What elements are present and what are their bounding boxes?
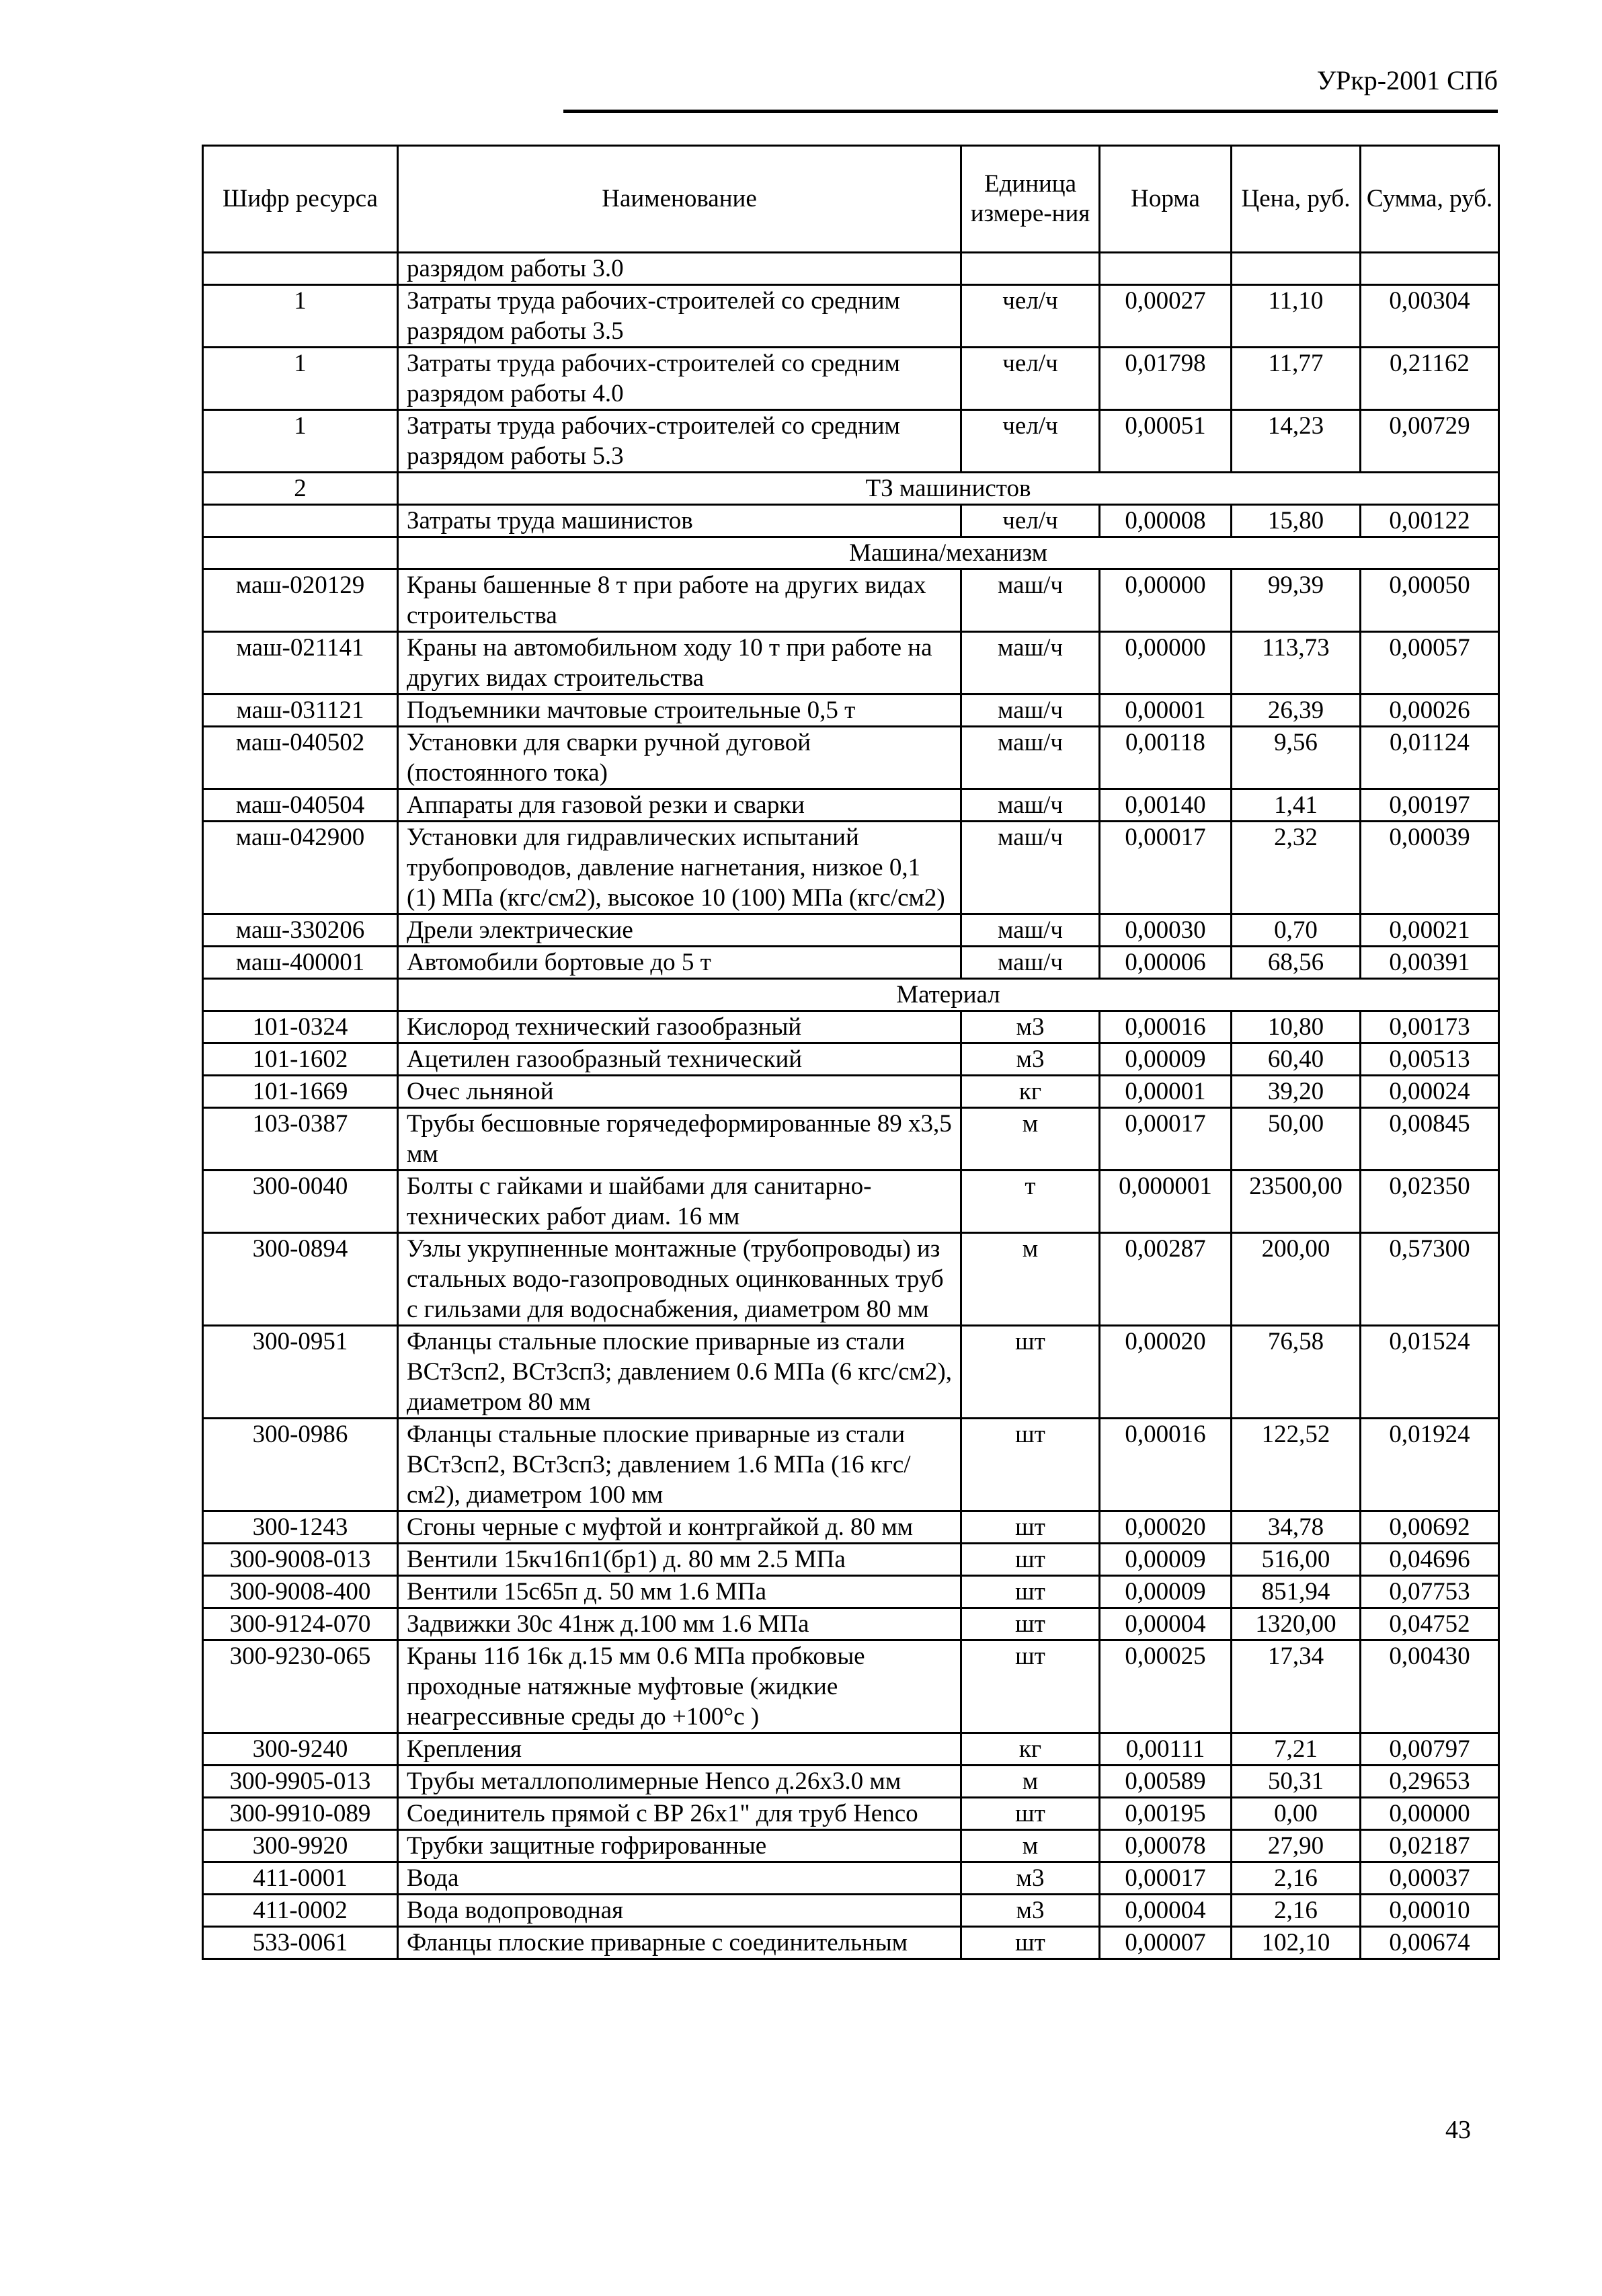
cell-norm: 0,00004 xyxy=(1100,1608,1232,1640)
cell-name: Фланцы плоские приварные с соединительным xyxy=(398,1927,961,1959)
cell-name: Дрели электрические xyxy=(398,914,961,947)
cell-unit: маш/ч xyxy=(961,569,1100,632)
cell-price: 113,73 xyxy=(1232,632,1361,695)
cell-unit: шт xyxy=(961,1798,1100,1830)
cell-price: 2,16 xyxy=(1232,1895,1361,1927)
cell-code: маш-020129 xyxy=(203,569,398,632)
cell-norm: 0,00030 xyxy=(1100,914,1232,947)
cell-unit: шт xyxy=(961,1326,1100,1419)
cell-sum: 0,00692 xyxy=(1361,1511,1499,1544)
cell-name: Вода водопроводная xyxy=(398,1895,961,1927)
cell-unit: чел/ч xyxy=(961,410,1100,473)
cell-unit: маш/ч xyxy=(961,822,1100,914)
cell-sum: 0,00845 xyxy=(1361,1108,1499,1171)
cell-price: 27,90 xyxy=(1232,1830,1361,1862)
table-header-row xyxy=(203,146,1499,253)
section-row xyxy=(203,537,1499,569)
column-header-sum: Сумма, руб. xyxy=(1361,146,1499,253)
table-row xyxy=(203,914,1499,947)
cell-code: 1 xyxy=(203,285,398,348)
column-header-name: Наименование xyxy=(398,146,961,253)
cell-sum: 0,00430 xyxy=(1361,1640,1499,1733)
cell-unit: т xyxy=(961,1171,1100,1233)
cell-name: Вентили 15кч16п1(бр1) д. 80 мм 2.5 МПа xyxy=(398,1544,961,1576)
cell-norm: 0,00008 xyxy=(1100,505,1232,537)
cell-name: Трубы металлополимерные Henco д.26х3.0 мм xyxy=(398,1766,961,1798)
cell-sum: 0,00039 xyxy=(1361,822,1499,914)
cell-price: 34,78 xyxy=(1232,1511,1361,1544)
cell-price: 9,56 xyxy=(1232,727,1361,789)
cell-price: 50,00 xyxy=(1232,1108,1361,1171)
cell-price: 102,10 xyxy=(1232,1927,1361,1959)
cell-code: 300-9008-400 xyxy=(203,1576,398,1608)
cell-code: 2 xyxy=(203,473,398,505)
table-row xyxy=(203,253,1499,285)
cell-sum: 0,04696 xyxy=(1361,1544,1499,1576)
cell-price: 60,40 xyxy=(1232,1043,1361,1076)
cell-norm: 0,00006 xyxy=(1100,947,1232,979)
cell-unit: маш/ч xyxy=(961,947,1100,979)
cell-price: 23500,00 xyxy=(1232,1171,1361,1233)
cell-price: 1,41 xyxy=(1232,789,1361,822)
cell-unit: шт xyxy=(961,1640,1100,1733)
cell-code: 300-9920 xyxy=(203,1830,398,1862)
cell-name: Аппараты для газовой резки и сварки xyxy=(398,789,961,822)
cell-price: 76,58 xyxy=(1232,1326,1361,1419)
cell-unit: чел/ч xyxy=(961,285,1100,348)
cell-sum: 0,01924 xyxy=(1361,1419,1499,1511)
cell-price: 11,77 xyxy=(1232,348,1361,410)
cell-price: 15,80 xyxy=(1232,505,1361,537)
cell-norm: 0,00017 xyxy=(1100,1108,1232,1171)
cell-name: Трубки защитные гофрированные xyxy=(398,1830,961,1862)
cell-sum: 0,01124 xyxy=(1361,727,1499,789)
cell-sum: 0,21162 xyxy=(1361,348,1499,410)
cell-name: Крепления xyxy=(398,1733,961,1766)
cell-unit: м3 xyxy=(961,1011,1100,1043)
cell-code: 300-9008-013 xyxy=(203,1544,398,1576)
cell-price: 122,52 xyxy=(1232,1419,1361,1511)
cell-code: 101-1669 xyxy=(203,1076,398,1108)
cell-code: 300-0986 xyxy=(203,1419,398,1511)
cell-code: маш-040504 xyxy=(203,789,398,822)
cell-code: 300-0040 xyxy=(203,1171,398,1233)
cell-unit: шт xyxy=(961,1576,1100,1608)
cell-norm: 0,00020 xyxy=(1100,1511,1232,1544)
cell-unit: шт xyxy=(961,1544,1100,1576)
cell-name: Вода xyxy=(398,1862,961,1895)
cell-price: 50,31 xyxy=(1232,1766,1361,1798)
cell-sum: 0,57300 xyxy=(1361,1233,1499,1326)
table-row xyxy=(203,569,1499,632)
cell-price: 2,16 xyxy=(1232,1862,1361,1895)
cell-price: 14,23 xyxy=(1232,410,1361,473)
table-row xyxy=(203,1233,1499,1326)
cell-price: 0,70 xyxy=(1232,914,1361,947)
cell-name: Задвижки 30с 41нж д.100 мм 1.6 МПа xyxy=(398,1608,961,1640)
cell-norm: 0,00017 xyxy=(1100,822,1232,914)
cell-price: 68,56 xyxy=(1232,947,1361,979)
cell-norm: 0,01798 xyxy=(1100,348,1232,410)
cell-price: 39,20 xyxy=(1232,1076,1361,1108)
table-row xyxy=(203,1419,1499,1511)
cell-sum: 0,00057 xyxy=(1361,632,1499,695)
table-row xyxy=(203,1511,1499,1544)
table-row xyxy=(203,1895,1499,1927)
section-row xyxy=(203,979,1499,1011)
cell-norm: 0,00001 xyxy=(1100,1076,1232,1108)
cell-norm: 0,00017 xyxy=(1100,1862,1232,1895)
cell-norm: 0,00001 xyxy=(1100,695,1232,727)
cell-name: Фланцы стальные плоские приварные из стали ВСт3сп2, ВСт3сп3; давлением 0.6 МПа (6 кгс/см2), диаметром 80 мм xyxy=(398,1326,961,1419)
cell-sum: 0,29653 xyxy=(1361,1766,1499,1798)
cell-norm: 0,00009 xyxy=(1100,1043,1232,1076)
cell-norm: 0,00589 xyxy=(1100,1766,1232,1798)
cell-norm: 0,00118 xyxy=(1100,727,1232,789)
cell-code: 300-9910-089 xyxy=(203,1798,398,1830)
cell-code: 300-0951 xyxy=(203,1326,398,1419)
table-row xyxy=(203,822,1499,914)
cell-unit: маш/ч xyxy=(961,632,1100,695)
cell-name: Соединитель прямой с ВР 26х1" для труб Henco xyxy=(398,1798,961,1830)
cell-norm: 0,00016 xyxy=(1100,1419,1232,1511)
cell-sum: 0,00050 xyxy=(1361,569,1499,632)
cell-price: 0,00 xyxy=(1232,1798,1361,1830)
cell-norm xyxy=(1100,253,1232,285)
cell-norm: 0,00140 xyxy=(1100,789,1232,822)
cell-unit: м xyxy=(961,1108,1100,1171)
cell-code: 300-0894 xyxy=(203,1233,398,1326)
cell-name: Сгоны черные с муфтой и контргайкой д. 80 мм xyxy=(398,1511,961,1544)
cell-code xyxy=(203,505,398,537)
cell-norm: 0,00009 xyxy=(1100,1576,1232,1608)
document-code: УРкр-2001 СПб xyxy=(1316,65,1498,95)
cell-unit: шт xyxy=(961,1511,1100,1544)
cell-name: Трубы бесшовные горячедеформированные 89 х3,5 мм xyxy=(398,1108,961,1171)
cell-name: Фланцы стальные плоские приварные из стали ВСт3сп2, ВСт3сп3; давлением 1.6 МПа (16 кгс/см2), диаметром 100 мм xyxy=(398,1419,961,1511)
cell-unit: маш/ч xyxy=(961,789,1100,822)
table-row xyxy=(203,789,1499,822)
cell-sum: 0,04752 xyxy=(1361,1608,1499,1640)
cell-norm: 0,00025 xyxy=(1100,1640,1232,1733)
resource-table xyxy=(202,145,1500,1960)
cell-sum: 0,00021 xyxy=(1361,914,1499,947)
section-title: ТЗ машинистов xyxy=(398,473,1499,505)
cell-norm: 0,00016 xyxy=(1100,1011,1232,1043)
cell-norm: 0,00111 xyxy=(1100,1733,1232,1766)
table-row xyxy=(203,727,1499,789)
cell-code: 1 xyxy=(203,410,398,473)
table-row xyxy=(203,348,1499,410)
cell-name: Очес льняной xyxy=(398,1076,961,1108)
cell-norm: 0,000001 xyxy=(1100,1171,1232,1233)
cell-sum: 0,00729 xyxy=(1361,410,1499,473)
cell-name: Узлы укрупненные монтажные (трубопроводы) из стальных водо-газопроводных оцинкованных труб с гильзами для водоснабжения, диаметром 80 мм xyxy=(398,1233,961,1326)
cell-price: 516,00 xyxy=(1232,1544,1361,1576)
cell-name: Ацетилен газообразный технический xyxy=(398,1043,961,1076)
cell-price: 1320,00 xyxy=(1232,1608,1361,1640)
table-row xyxy=(203,285,1499,348)
cell-code: 103-0387 xyxy=(203,1108,398,1171)
cell-sum: 0,01524 xyxy=(1361,1326,1499,1419)
table-row xyxy=(203,1108,1499,1171)
cell-code: маш-040502 xyxy=(203,727,398,789)
table-row xyxy=(203,695,1499,727)
cell-price: 17,34 xyxy=(1232,1640,1361,1733)
table-row xyxy=(203,410,1499,473)
table-row xyxy=(203,1830,1499,1862)
table-row xyxy=(203,1766,1499,1798)
cell-unit: м xyxy=(961,1830,1100,1862)
section-title: Материал xyxy=(398,979,1499,1011)
cell-price xyxy=(1232,253,1361,285)
cell-sum xyxy=(1361,253,1499,285)
cell-price: 2,32 xyxy=(1232,822,1361,914)
cell-unit: шт xyxy=(961,1927,1100,1959)
cell-code: маш-042900 xyxy=(203,822,398,914)
cell-sum: 0,00391 xyxy=(1361,947,1499,979)
table-row xyxy=(203,1927,1499,1959)
cell-norm: 0,00078 xyxy=(1100,1830,1232,1862)
cell-code: 101-0324 xyxy=(203,1011,398,1043)
cell-code: 300-9230-065 xyxy=(203,1640,398,1733)
cell-unit: чел/ч xyxy=(961,348,1100,410)
cell-sum: 0,02187 xyxy=(1361,1830,1499,1862)
table-row xyxy=(203,1544,1499,1576)
table-row xyxy=(203,1640,1499,1733)
table-row xyxy=(203,1733,1499,1766)
table-row xyxy=(203,1011,1499,1043)
header-rule xyxy=(563,110,1498,113)
table-row xyxy=(203,1798,1499,1830)
cell-sum: 0,00197 xyxy=(1361,789,1499,822)
cell-norm: 0,00020 xyxy=(1100,1326,1232,1419)
table-row xyxy=(203,1043,1499,1076)
cell-unit: маш/ч xyxy=(961,914,1100,947)
cell-norm: 0,00007 xyxy=(1100,1927,1232,1959)
cell-norm: 0,00051 xyxy=(1100,410,1232,473)
column-header-norm: Норма xyxy=(1100,146,1232,253)
cell-code: 300-9240 xyxy=(203,1733,398,1766)
cell-unit: м3 xyxy=(961,1862,1100,1895)
cell-price: 99,39 xyxy=(1232,569,1361,632)
cell-price: 11,10 xyxy=(1232,285,1361,348)
cell-code: 533-0061 xyxy=(203,1927,398,1959)
cell-unit: м xyxy=(961,1233,1100,1326)
cell-price: 200,00 xyxy=(1232,1233,1361,1326)
cell-sum: 0,07753 xyxy=(1361,1576,1499,1608)
cell-sum: 0,00024 xyxy=(1361,1076,1499,1108)
cell-code xyxy=(203,253,398,285)
table-row xyxy=(203,947,1499,979)
cell-code: 101-1602 xyxy=(203,1043,398,1076)
table-row xyxy=(203,1608,1499,1640)
cell-name: Затраты труда рабочих-строителей со средним разрядом работы 5.3 xyxy=(398,410,961,473)
table-row xyxy=(203,505,1499,537)
table-row xyxy=(203,1171,1499,1233)
table-row xyxy=(203,1326,1499,1419)
cell-unit: кг xyxy=(961,1733,1100,1766)
cell-sum: 0,02350 xyxy=(1361,1171,1499,1233)
page-number: 43 xyxy=(1445,2116,1471,2144)
cell-sum: 0,00173 xyxy=(1361,1011,1499,1043)
cell-code: 300-9905-013 xyxy=(203,1766,398,1798)
cell-code: 411-0002 xyxy=(203,1895,398,1927)
column-header-price: Цена, руб. xyxy=(1232,146,1361,253)
table-row xyxy=(203,1076,1499,1108)
cell-norm: 0,00009 xyxy=(1100,1544,1232,1576)
cell-norm: 0,00000 xyxy=(1100,569,1232,632)
cell-price: 851,94 xyxy=(1232,1576,1361,1608)
cell-sum: 0,00026 xyxy=(1361,695,1499,727)
cell-name: Вентили 15с65п д. 50 мм 1.6 МПа xyxy=(398,1576,961,1608)
cell-name: Краны 11б 16к д.15 мм 0.6 МПа пробковые проходные натяжные муфтовые (жидкие неагрессивные среды до +100°с ) xyxy=(398,1640,961,1733)
column-header-unit: Единица измере-ния xyxy=(961,146,1100,253)
cell-name: Автомобили бортовые до 5 т xyxy=(398,947,961,979)
cell-unit: м3 xyxy=(961,1043,1100,1076)
cell-unit: маш/ч xyxy=(961,695,1100,727)
table-body xyxy=(203,253,1499,1959)
table-row xyxy=(203,1576,1499,1608)
cell-code: 411-0001 xyxy=(203,1862,398,1895)
cell-sum: 0,00304 xyxy=(1361,285,1499,348)
cell-unit: кг xyxy=(961,1076,1100,1108)
cell-code: 300-9124-070 xyxy=(203,1608,398,1640)
cell-name: разрядом работы 3.0 xyxy=(398,253,961,285)
cell-sum: 0,00513 xyxy=(1361,1043,1499,1076)
cell-code xyxy=(203,979,398,1011)
cell-norm: 0,00000 xyxy=(1100,632,1232,695)
cell-sum: 0,00674 xyxy=(1361,1927,1499,1959)
cell-sum: 0,00797 xyxy=(1361,1733,1499,1766)
cell-code: маш-330206 xyxy=(203,914,398,947)
cell-code: маш-400001 xyxy=(203,947,398,979)
table-row xyxy=(203,632,1499,695)
cell-code: маш-031121 xyxy=(203,695,398,727)
cell-name: Болты с гайками и шайбами для санитарно-технических работ диам. 16 мм xyxy=(398,1171,961,1233)
cell-norm: 0,00004 xyxy=(1100,1895,1232,1927)
cell-unit xyxy=(961,253,1100,285)
cell-name: Установки для гидравлических испытаний трубопроводов, давление нагнетания, низкое 0,1 (1) МПа (кгс/см2), высокое 10 (100) МПа (кгс/см2) xyxy=(398,822,961,914)
cell-unit: м3 xyxy=(961,1895,1100,1927)
cell-unit: шт xyxy=(961,1608,1100,1640)
cell-norm: 0,00195 xyxy=(1100,1798,1232,1830)
table-row xyxy=(203,1862,1499,1895)
cell-name: Подъемники мачтовые строительные 0,5 т xyxy=(398,695,961,727)
cell-name: Установки для сварки ручной дуговой (постоянного тока) xyxy=(398,727,961,789)
cell-norm: 0,00287 xyxy=(1100,1233,1232,1326)
cell-name: Затраты труда машинистов xyxy=(398,505,961,537)
column-header-code: Шифр ресурса xyxy=(203,146,398,253)
cell-unit: м xyxy=(961,1766,1100,1798)
cell-sum: 0,00122 xyxy=(1361,505,1499,537)
cell-price: 10,80 xyxy=(1232,1011,1361,1043)
cell-unit: маш/ч xyxy=(961,727,1100,789)
section-row xyxy=(203,473,1499,505)
cell-name: Краны на автомобильном ходу 10 т при работе на других видах строительства xyxy=(398,632,961,695)
cell-code: 1 xyxy=(203,348,398,410)
cell-code: 300-1243 xyxy=(203,1511,398,1544)
cell-name: Затраты труда рабочих-строителей со средним разрядом работы 3.5 xyxy=(398,285,961,348)
cell-unit: шт xyxy=(961,1419,1100,1511)
cell-sum: 0,00010 xyxy=(1361,1895,1499,1927)
cell-price: 7,21 xyxy=(1232,1733,1361,1766)
cell-name: Затраты труда рабочих-строителей со средним разрядом работы 4.0 xyxy=(398,348,961,410)
cell-code: маш-021141 xyxy=(203,632,398,695)
cell-sum: 0,00037 xyxy=(1361,1862,1499,1895)
cell-code xyxy=(203,537,398,569)
cell-norm: 0,00027 xyxy=(1100,285,1232,348)
cell-price: 26,39 xyxy=(1232,695,1361,727)
cell-unit: чел/ч xyxy=(961,505,1100,537)
section-title: Машина/механизм xyxy=(398,537,1499,569)
cell-sum: 0,00000 xyxy=(1361,1798,1499,1830)
cell-name: Краны башенные 8 т при работе на других видах строительства xyxy=(398,569,961,632)
cell-name: Кислород технический газообразный xyxy=(398,1011,961,1043)
